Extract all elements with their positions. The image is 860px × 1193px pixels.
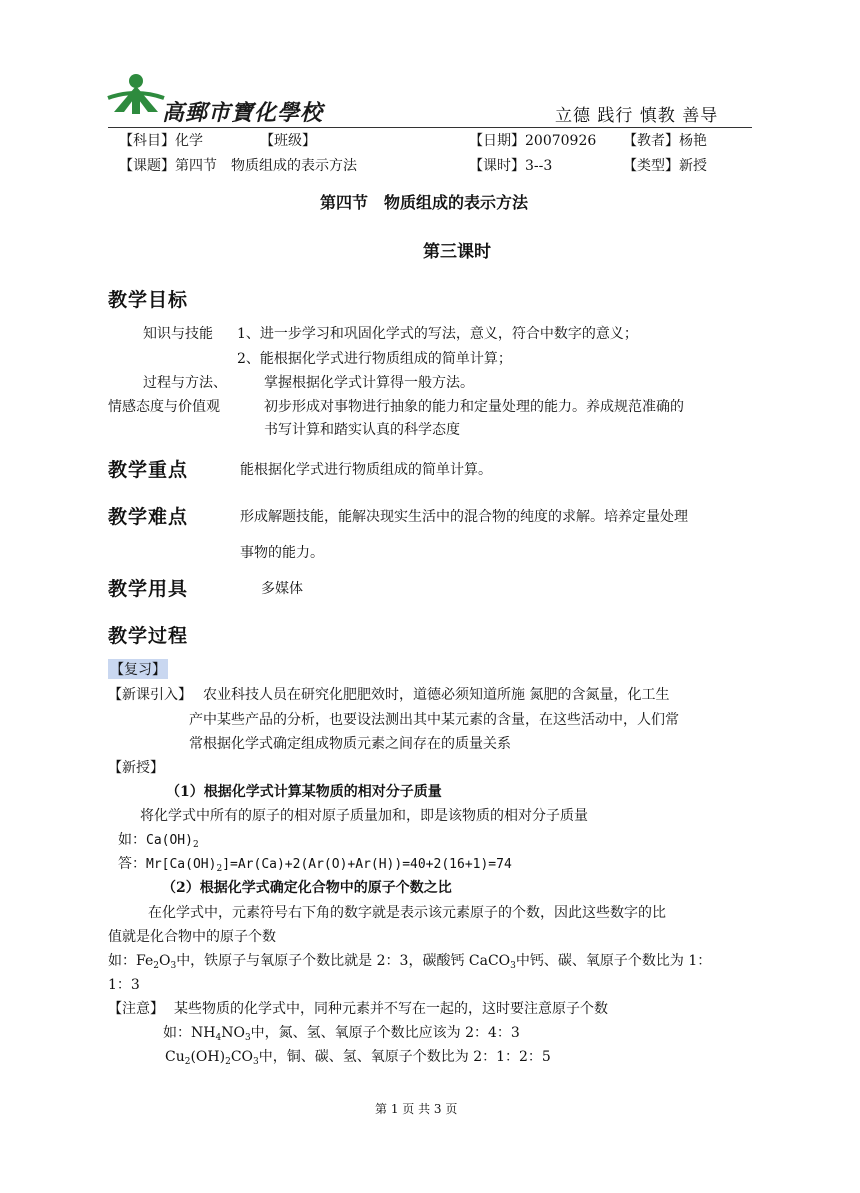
note-ex2-sub2: 2 <box>225 1057 231 1067</box>
page-footer: 第 1 页 共 3 页 <box>375 1102 458 1116</box>
section-1-answer <box>118 853 512 874</box>
header-rule <box>108 127 752 128</box>
section-1-example <box>118 829 199 850</box>
intro-text-3: 常根据化学式确定组成物质元素之间存在的质量关系 <box>189 736 511 752</box>
goals-heading: 教学目标 <box>108 289 189 311</box>
s2-ex-sub2: 3 <box>170 961 177 971</box>
meta-teacher: 【教者】杨艳 <box>623 133 707 149</box>
meta-period: 【课时】3--3 <box>469 158 553 174</box>
note-ex2-d: 中，铜、碳、氢、氧原子个数比为 2：1：2：5 <box>258 1049 551 1065</box>
page-title: 第四节 物质组成的表示方法 <box>320 193 529 212</box>
section-1-text: 将化学式中所有的原子的相对原子质量加和，即是该物质的相对分子质量 <box>140 808 588 824</box>
meta-type: 【类型】新授 <box>623 158 707 174</box>
note-label: 【注意】 <box>108 1001 164 1017</box>
example-formula-sub: 2 <box>192 840 199 850</box>
section-1-title: （1）根据化学式计算某物质的相对分子质量 <box>166 784 442 800</box>
s2-ex-a: 如：Fe <box>108 953 154 969</box>
emotion-text-2: 书写计算和踏实认真的科学态度 <box>264 422 460 438</box>
s2-ex-d: 中钙、碳、氧原子个数比为 1： <box>515 953 712 969</box>
process-text: 掌握根据化学式计算得一般方法。 <box>264 375 474 391</box>
knowledge-label: 知识与技能 <box>143 326 213 342</box>
note-ex1-c: 中，氮、氢、氧原子个数比应该为 2：4：3 <box>250 1025 520 1041</box>
note-ex1-b: NO <box>221 1025 245 1041</box>
logo-icon <box>106 68 166 118</box>
note-ex1-sub1: 4 <box>215 1033 222 1043</box>
meta-subject: 【科目】化学 <box>119 133 203 149</box>
school-name: 高郵市寶化學校 <box>162 100 324 126</box>
meta-topic: 【课题】第四节 物质组成的表示方法 <box>119 158 357 174</box>
section-2-example-cont: 1：3 <box>108 977 140 993</box>
section-2-text-2: 值就是化合物中的原子个数 <box>108 929 276 945</box>
answer-formula-a: Mr[Ca(OH) <box>146 857 217 872</box>
s2-ex-b: O <box>158 953 171 969</box>
note-ex1-sub2: 3 <box>244 1033 251 1043</box>
answer-formula-b: ]=Ar(Ca)+2(Ar(O)+Ar(H))=40+2(16+1)=74 <box>222 857 512 872</box>
s2-ex-c: 中，铁原子与氧原子个数比就是 2：3，碳酸钙 CaCO <box>176 953 511 969</box>
new-lesson-label: 【新授】 <box>108 760 164 776</box>
difficulty-heading: 教学难点 <box>108 506 189 528</box>
note-ex2-sub3: 3 <box>253 1057 259 1067</box>
difficulty-text-1: 形成解题技能，能解决现实生活中的混合物的纯度的求解。培养定量处理 <box>240 509 688 525</box>
knowledge-item-1: 1、进一步学习和巩固化学式的写法，意义，符合中数字的意义； <box>237 326 638 342</box>
note-text: 某些物质的化学式中，同种元素并不写在一起的，这时要注意原子个数 <box>174 1001 608 1017</box>
answer-formula-sub: 2 <box>216 864 223 874</box>
tools-heading: 教学用具 <box>108 578 189 600</box>
intro-text-1: 农业科技人员在研究化肥肥效时，道德必须知道所施 氮肥的含氮量，化工生 <box>203 687 670 703</box>
meta-class: 【班级】 <box>260 133 316 149</box>
difficulty-text-2: 事物的能力。 <box>240 545 324 561</box>
note-ex2-a: Cu <box>165 1049 185 1065</box>
section-2-example <box>108 950 711 971</box>
section-2-title: （2）根据化学式确定化合物中的原子个数之比 <box>162 880 452 896</box>
school-motto: 立德 践行 慎教 善导 <box>555 106 719 126</box>
note-example-1 <box>163 1022 520 1043</box>
knowledge-item-2: 2、能根据化学式进行物质组成的简单计算； <box>237 351 512 367</box>
key-point-heading: 教学重点 <box>108 459 189 481</box>
meta-date: 【日期】20070926 <box>469 133 597 149</box>
example-label: 如： <box>118 832 146 848</box>
note-ex2-c: CO <box>230 1049 254 1065</box>
example-formula: Ca(OH) <box>146 833 193 848</box>
key-point-text: 能根据化学式进行物质组成的简单计算。 <box>240 462 492 478</box>
intro-text-2: 产中某些产品的分析，也要设法测出其中某元素的含量，在这些活动中，人们常 <box>189 712 679 728</box>
answer-label: 答： <box>118 856 146 872</box>
tools-text: 多媒体 <box>261 581 303 597</box>
note-ex2-sub1: 2 <box>184 1057 191 1067</box>
emotion-label: 情感态度与价值观 <box>108 399 220 415</box>
school-logo <box>106 68 166 118</box>
note-example-2 <box>165 1046 551 1067</box>
process-heading: 教学过程 <box>108 625 189 647</box>
note-ex2-b: (OH) <box>190 1049 226 1065</box>
emotion-text-1: 初步形成对事物进行抽象的能力和定量处理的能力。养成规范准确的 <box>264 399 684 415</box>
note-ex1-a: 如：NH <box>163 1025 216 1041</box>
s2-ex-sub1: 2 <box>153 961 159 971</box>
review-tag: 【复习】 <box>108 659 168 679</box>
process-label: 过程与方法、 <box>143 375 227 391</box>
s2-ex-sub3: 3 <box>510 961 516 971</box>
intro-label: 【新课引入】 <box>108 687 192 703</box>
page-subtitle: 第三课时 <box>423 242 491 262</box>
section-2-text-1: 在化学式中，元素符号右下角的数字就是表示该元素原子的个数，因此这些数字的比 <box>148 905 666 921</box>
